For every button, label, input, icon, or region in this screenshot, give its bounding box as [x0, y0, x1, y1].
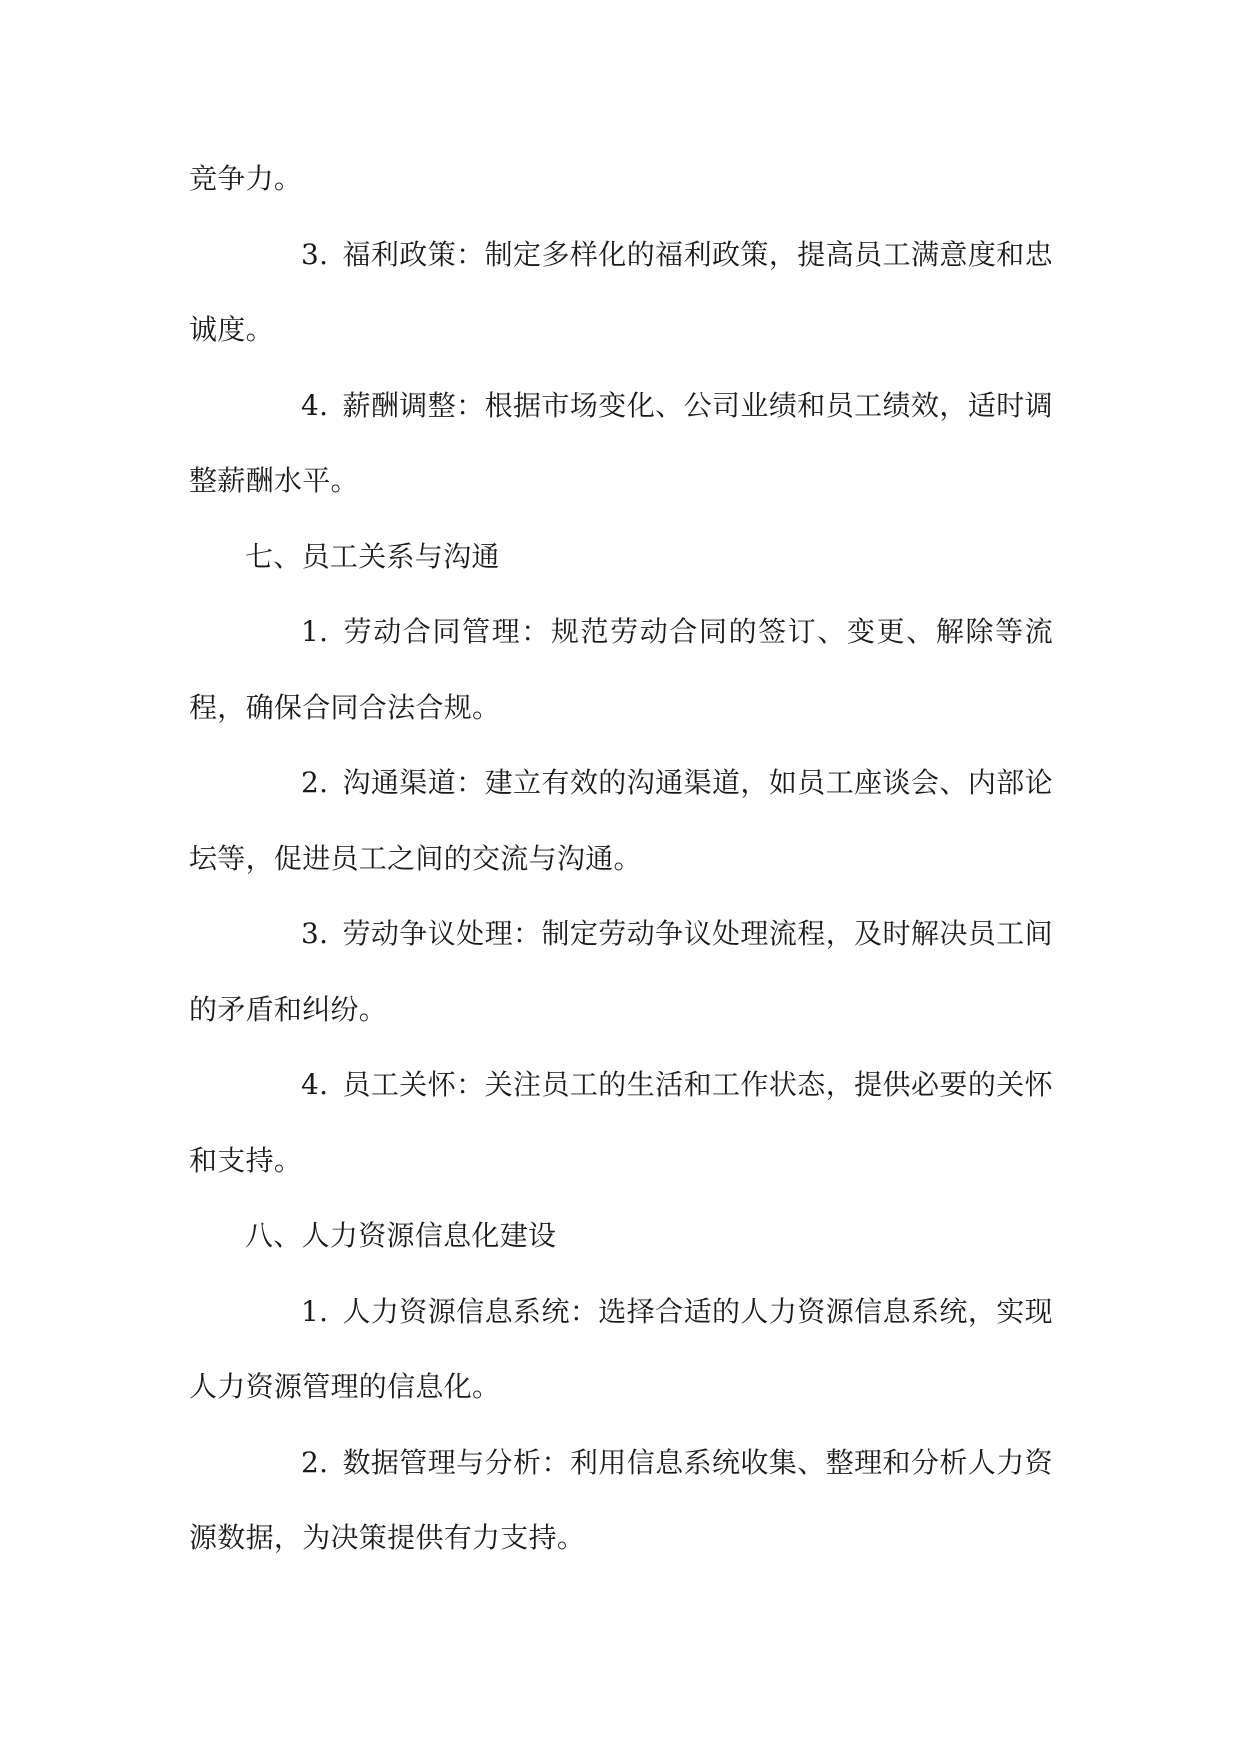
paragraph-text: 福利政策：制定多样化的福利政策，提高员工满意度和忠诚度。 — [189, 237, 1053, 346]
list-number: 4. — [301, 388, 329, 422]
list-item-data-management — [189, 1425, 1053, 1576]
list-number: 4. — [301, 1068, 329, 1101]
paragraph-text: 沟通渠道：建立有效的沟通渠道，如员工座谈会、内部论坛等，促进员工之间的交流与沟通。 — [189, 766, 1053, 875]
list-item-salary-adjustment — [189, 368, 1053, 519]
section-heading-text: 八、人力资源信息化建设 — [245, 1219, 557, 1252]
list-number: 2. — [301, 766, 329, 799]
paragraph-text: 竞争力。 — [189, 162, 303, 195]
paragraph-text: 数据管理与分析：利用信息系统收集、整理和分析人力资源数据，为决策提供有力支持。 — [189, 1445, 1053, 1554]
list-item-hr-information-system — [189, 1274, 1053, 1425]
paragraph-text: 人力资源信息系统：选择合适的人力资源信息系统，实现人力资源管理的信息化。 — [189, 1294, 1053, 1403]
list-item-labor-disputes — [189, 896, 1053, 1047]
list-item-communication-channels — [189, 745, 1053, 896]
list-number: 1. — [301, 1294, 329, 1328]
section-heading-hr-informatization — [189, 1198, 1053, 1274]
list-item-employee-care — [189, 1047, 1053, 1198]
list-number: 3. — [301, 237, 329, 271]
paragraph-text: 劳动争议处理：制定劳动争议处理流程，及时解决员工间的矛盾和纠纷。 — [189, 917, 1053, 1026]
paragraph-text: 员工关怀：关注员工的生活和工作状态，提供必要的关怀和支持。 — [189, 1068, 1053, 1177]
list-number: 3. — [301, 917, 329, 950]
section-heading-employee-relations — [189, 519, 1053, 595]
paragraph-continuation — [189, 141, 1053, 217]
list-item-benefits-policy — [189, 217, 1053, 368]
list-number: 1. — [301, 615, 329, 648]
list-item-labor-contract — [189, 594, 1053, 745]
section-heading-text: 七、员工关系与沟通 — [245, 539, 500, 573]
document-body — [189, 141, 1053, 1576]
paragraph-text: 薪酬调整：根据市场变化、公司业绩和员工绩效，适时调整薪酬水平。 — [189, 388, 1053, 497]
list-number: 2. — [301, 1445, 329, 1479]
paragraph-text: 劳动合同管理：规范劳动合同的签订、变更、解除等流程，确保合同合法合规。 — [189, 615, 1053, 724]
